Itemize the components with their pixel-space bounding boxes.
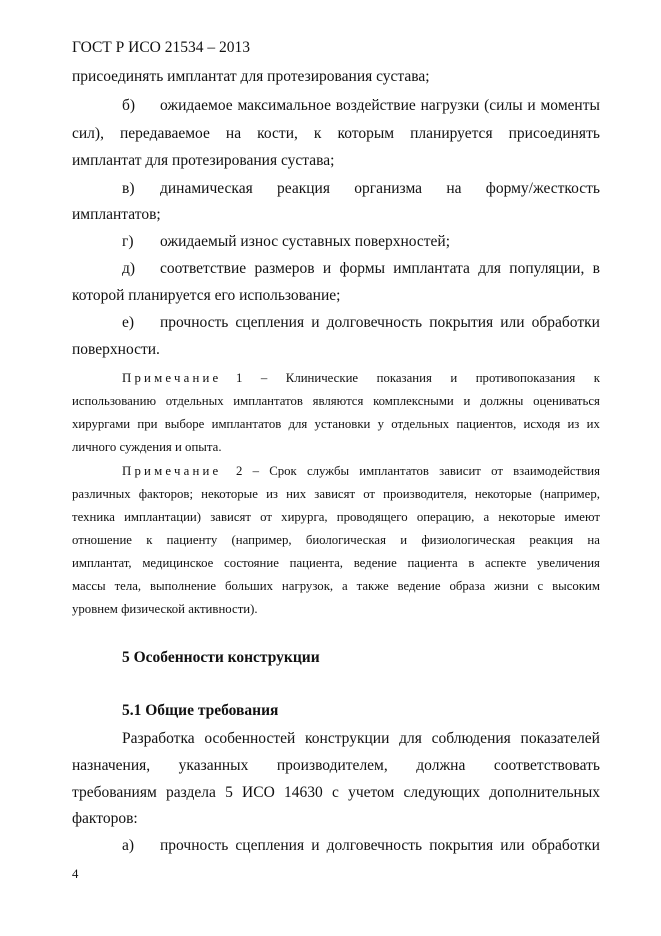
word: а — [342, 579, 348, 593]
word: некоторые — [474, 487, 532, 501]
word: динамическая — [160, 180, 253, 197]
word: покрытия — [429, 837, 494, 854]
word: Срок — [269, 464, 297, 478]
word: реакция — [277, 180, 330, 197]
word: обработки — [531, 837, 600, 854]
word: формы — [339, 260, 385, 277]
word: от — [260, 510, 272, 524]
word: прочность — [160, 837, 229, 854]
word: дополнительных — [489, 784, 600, 801]
word: воздействие — [335, 97, 416, 114]
word: физиологическая — [421, 533, 516, 547]
note-line — [236, 464, 600, 479]
word: (например, — [539, 487, 600, 501]
word: к — [146, 533, 153, 547]
word: ведение — [397, 579, 441, 593]
word: комплексными — [373, 394, 454, 408]
word: раздела — [165, 784, 216, 801]
list-marker: г) — [122, 233, 134, 250]
word: имплантации) — [124, 510, 202, 524]
section-heading: 5 Особенности конструкции — [122, 649, 320, 666]
word: имплантатов — [359, 464, 429, 478]
word: прочность — [160, 314, 229, 331]
word: от — [491, 464, 503, 478]
list-marker: б) — [122, 97, 136, 114]
word: ведение — [353, 556, 397, 570]
word: имплантатов — [211, 417, 282, 431]
word: выборе — [164, 417, 205, 431]
word: 14630 — [283, 784, 323, 801]
list-item-line — [160, 180, 600, 198]
word: особенностей — [204, 730, 296, 747]
word: и — [463, 394, 471, 408]
note-line — [72, 417, 600, 432]
word: некоторые — [498, 510, 556, 524]
subsection-heading: 5.1 Общие требования — [122, 702, 279, 719]
word: для — [478, 260, 501, 277]
word: и — [450, 371, 458, 385]
word: 1 — [236, 371, 243, 385]
note-line — [236, 371, 600, 386]
word: жизни — [494, 579, 529, 593]
word: хирургами — [72, 417, 131, 431]
word: медицинское — [142, 556, 214, 570]
word: аспекте — [485, 556, 527, 570]
list-item-line: имплантат для протезирования сустава; — [72, 152, 335, 169]
word: выполнение — [150, 579, 217, 593]
word: показателей — [520, 730, 600, 747]
word: 2 — [236, 464, 243, 478]
word: популяции, — [509, 260, 585, 277]
word: зависят — [210, 510, 251, 524]
paragraph-line: факторов: — [72, 810, 138, 827]
word: пациента — [407, 556, 458, 570]
word: службы — [306, 464, 350, 478]
word: ИСО — [242, 784, 275, 801]
word: и — [322, 260, 332, 277]
word: планируется — [410, 125, 493, 142]
list-item-line: поверхности. — [72, 341, 160, 358]
note-line: личного суждения и опыта. — [72, 440, 222, 454]
word: соответствовать — [493, 757, 600, 774]
word: проводящего — [336, 510, 408, 524]
word: реакция — [529, 533, 574, 547]
word: и — [400, 533, 408, 547]
word: и — [311, 314, 320, 331]
word: соответствие — [160, 260, 247, 277]
word: имплантата — [393, 260, 470, 277]
list-item-line: имплантатов; — [72, 206, 161, 223]
word: массы — [72, 579, 106, 593]
word: отношение — [72, 533, 132, 547]
word: техника — [72, 510, 115, 524]
paragraph-line — [72, 784, 600, 802]
list-item-line: ожидаемый износ суставных поверхностей; — [160, 233, 451, 250]
word: факторов; — [138, 487, 194, 501]
note-line — [72, 394, 600, 409]
list-item-line — [72, 125, 600, 143]
word: нагрузок, — [281, 579, 334, 593]
word: учетом — [348, 784, 395, 801]
word: образа — [449, 579, 486, 593]
word: противопоказания — [475, 371, 576, 385]
word: следующих — [403, 784, 481, 801]
word: или — [500, 837, 525, 854]
note-label: Примечание — [122, 371, 222, 385]
word: которым — [337, 125, 395, 142]
word: на — [587, 533, 600, 547]
word: кости, — [257, 125, 298, 142]
word: максимальное — [237, 97, 331, 114]
word: обработки — [531, 314, 600, 331]
word: размеров — [254, 260, 315, 277]
word: сил), — [72, 125, 104, 142]
word: для — [399, 730, 422, 747]
word: взаимодействия — [513, 464, 600, 478]
word: в — [592, 260, 600, 277]
word: имплантатов — [233, 394, 303, 408]
word: исходя — [523, 417, 561, 431]
word: сцепления — [235, 837, 305, 854]
word: отдельных — [391, 417, 450, 431]
list-item-line — [160, 260, 600, 278]
word: установки — [314, 417, 371, 431]
word: – — [252, 464, 260, 478]
word: их — [586, 417, 600, 431]
word: от — [363, 487, 376, 501]
list-item-line — [160, 314, 600, 332]
word: являются — [312, 394, 364, 408]
word: соблюдения — [431, 730, 511, 747]
word: назначения, — [72, 757, 151, 774]
note-line: уровнем физической активности). — [72, 602, 258, 616]
paragraph-line — [122, 730, 600, 748]
list-marker: е) — [122, 314, 135, 331]
word: использованию — [72, 394, 157, 408]
word: зависит — [439, 464, 481, 478]
word: покрытия — [429, 314, 494, 331]
list-marker: в) — [122, 180, 135, 197]
word: зависят — [314, 487, 356, 501]
document-header: ГОСТ Р ИСО 21534 – 2013 — [72, 39, 250, 56]
page-number: 4 — [72, 867, 79, 881]
word: форму/жесткость — [485, 180, 600, 197]
word: ожидаемое — [160, 97, 233, 114]
word: сцепления — [235, 314, 305, 331]
word: оцениваться — [533, 394, 600, 408]
word: также — [356, 579, 389, 593]
word: Разработка — [122, 730, 195, 747]
word: или — [500, 314, 525, 331]
word: пациентов, — [456, 417, 517, 431]
word: (силы — [484, 97, 523, 114]
word: присоединять — [508, 125, 600, 142]
word: – — [260, 371, 268, 385]
word: из — [567, 417, 580, 431]
word: а — [483, 510, 490, 524]
list-item-continuation: присоединять имплантат для протезирования сустава; — [72, 68, 430, 85]
word: некоторые — [201, 487, 258, 501]
list-marker: а) — [122, 837, 135, 854]
word: указанных — [178, 757, 249, 774]
note-line — [72, 533, 600, 548]
note-label: Примечание — [122, 464, 222, 478]
word: конструкции — [305, 730, 390, 747]
word: должна — [416, 757, 466, 774]
word: биологическая — [305, 533, 386, 547]
word: и — [527, 97, 536, 114]
word: производителя, — [383, 487, 467, 501]
word: них — [286, 487, 307, 501]
note-line — [72, 510, 600, 525]
word: и — [311, 837, 320, 854]
word: имеют — [564, 510, 600, 524]
word: долговечность — [326, 837, 423, 854]
word: моменты — [540, 97, 600, 114]
word: высоким — [552, 579, 600, 593]
list-marker: д) — [122, 260, 136, 277]
paragraph-line — [72, 757, 600, 775]
list-item-line — [160, 837, 600, 855]
word: пациенту — [166, 533, 218, 547]
word: у — [377, 417, 385, 431]
word: для — [288, 417, 308, 431]
word: на — [446, 180, 462, 197]
word: организма — [354, 180, 423, 197]
word: при — [137, 417, 158, 431]
word: отдельных — [165, 394, 224, 408]
list-item-line — [160, 97, 600, 115]
word: тела, — [114, 579, 142, 593]
list-item-line: которой планируется его использование; — [72, 287, 341, 304]
word: долговечность — [326, 314, 423, 331]
word: передаваемое — [120, 125, 210, 142]
word: (например, — [231, 533, 292, 547]
word: в — [468, 556, 475, 570]
word: 5 — [225, 784, 233, 801]
word: показания — [376, 371, 432, 385]
word: состояние — [224, 556, 279, 570]
word: больших — [224, 579, 274, 593]
note-line — [72, 579, 600, 594]
word: на — [225, 125, 242, 142]
word: операцию, — [416, 510, 475, 524]
word: с — [537, 579, 544, 593]
note-line — [72, 556, 600, 571]
word: к — [593, 371, 600, 385]
word: различных — [72, 487, 131, 501]
word: Клинические — [285, 371, 359, 385]
word: производителем, — [276, 757, 388, 774]
word: должны — [479, 394, 524, 408]
word: с — [331, 784, 339, 801]
word: к — [313, 125, 322, 142]
word: увеличения — [536, 556, 600, 570]
word: требованиям — [72, 784, 157, 801]
note-line — [72, 487, 600, 502]
word: нагрузки — [420, 97, 480, 114]
word: пациента, — [289, 556, 344, 570]
word: имплантат, — [72, 556, 132, 570]
word: хирурга, — [281, 510, 328, 524]
word: из — [266, 487, 278, 501]
